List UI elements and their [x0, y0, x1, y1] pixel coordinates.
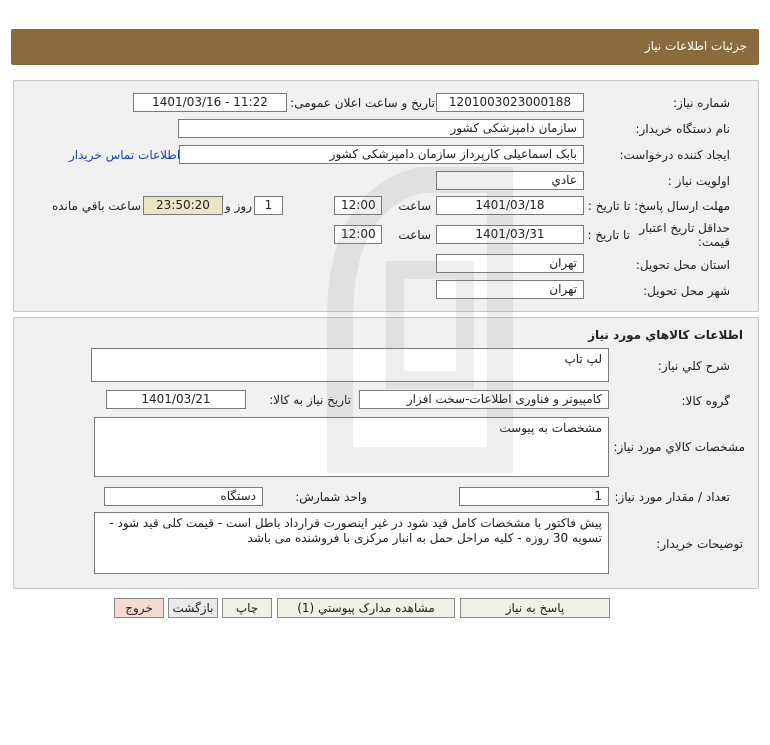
- deadline-time-field: 12:00: [334, 196, 382, 215]
- back-button[interactable]: بازگشت: [168, 598, 218, 618]
- announce-label: تاریخ و ساعت اعلان عمومی:: [290, 96, 435, 110]
- deadline-label: مهلت ارسال پاسخ: تا تاریخ :: [587, 199, 730, 213]
- province-field: تهران: [436, 254, 584, 273]
- deadline-date-field: 1401/03/18: [436, 196, 584, 215]
- priority-label: اولویت نیاز :: [667, 174, 730, 188]
- validity-time-label: ساعت: [398, 228, 431, 242]
- page-title: جزئیات اطلاعات نیاز: [644, 39, 747, 53]
- requester-label: ایجاد کننده درخواست:: [619, 148, 730, 162]
- days-label: روز و: [225, 199, 252, 213]
- deadline-time-label: ساعت: [398, 199, 431, 213]
- qty-label: تعداد / مقدار مورد نیاز:: [614, 490, 730, 504]
- min-validity-label: حداقل تاریخ اعتبار قیمت:: [639, 221, 730, 249]
- specs-field: مشخصات به پیوست: [94, 417, 609, 477]
- requester-field: بابک اسماعیلی کارپرداز سازمان دامپزشکی کشور: [179, 145, 584, 164]
- need-date-field: 1401/03/21: [106, 390, 246, 409]
- buyer-org-field: سازمان دامپزشکی کشور: [178, 119, 584, 138]
- specs-label: مشخصات کالاي مورد نياز:: [613, 440, 745, 454]
- priority-field: عادي: [436, 171, 584, 190]
- need-number-field: 1201003023000188: [436, 93, 584, 112]
- city-field: تهران: [436, 280, 584, 299]
- validity-until-label: تا تاریخ :: [587, 228, 630, 242]
- buyer-notes-field: پیش فاکتور با مشخصات کامل قید شود در غیر اینصورت قرارداد باطل است - قیمت کلی قید شود - تسویه 30 روزه - کلیه مراحل حمل به انبار مرکزی با فروشنده می باشد: [94, 512, 609, 574]
- group-field: کامپیوتر و فناوری اطلاعات-سخت افزار: [359, 390, 609, 409]
- unit-label: واحد شمارش:: [295, 490, 367, 504]
- province-label: استان محل تحویل:: [635, 258, 730, 272]
- validity-time-field: 12:00: [334, 225, 382, 244]
- remaining-days-field: 1: [254, 196, 283, 215]
- goods-section-title: اطلاعات کالاهاي مورد نياز: [588, 328, 743, 342]
- remaining-time-field: 23:50:20: [143, 196, 223, 215]
- announce-field: 1401/03/16 - 11:22: [133, 93, 287, 112]
- remaining-label: ساعت باقي مانده: [51, 199, 141, 213]
- page-header: [11, 29, 759, 65]
- group-label: گروه کالا:: [681, 394, 730, 408]
- print-button[interactable]: چاپ: [222, 598, 272, 618]
- city-label: شهر محل تحویل:: [643, 284, 730, 298]
- reply-button[interactable]: پاسخ به نياز: [460, 598, 610, 618]
- watermark-logo: [300, 160, 540, 480]
- general-desc-field: لپ تاپ: [91, 348, 609, 382]
- view-attachments-button[interactable]: مشاهده مدارک پیوستي (1): [277, 598, 455, 618]
- buyer-notes-label: توضیحات خریدار:: [656, 537, 743, 551]
- exit-button[interactable]: خروج: [114, 598, 164, 618]
- qty-field: 1: [459, 487, 609, 506]
- buyer-contact-link[interactable]: اطلاعات تماس خریدار: [69, 148, 181, 162]
- unit-field: دستگاه: [104, 487, 263, 506]
- general-desc-label: شرح کلي نياز:: [657, 359, 730, 373]
- need-number-label: شماره نیاز:: [673, 96, 730, 110]
- need-date-label: تاریخ نیاز به کالا:: [269, 393, 351, 407]
- validity-date-field: 1401/03/31: [436, 225, 584, 244]
- buyer-org-label: نام دستگاه خریدار:: [635, 122, 730, 136]
